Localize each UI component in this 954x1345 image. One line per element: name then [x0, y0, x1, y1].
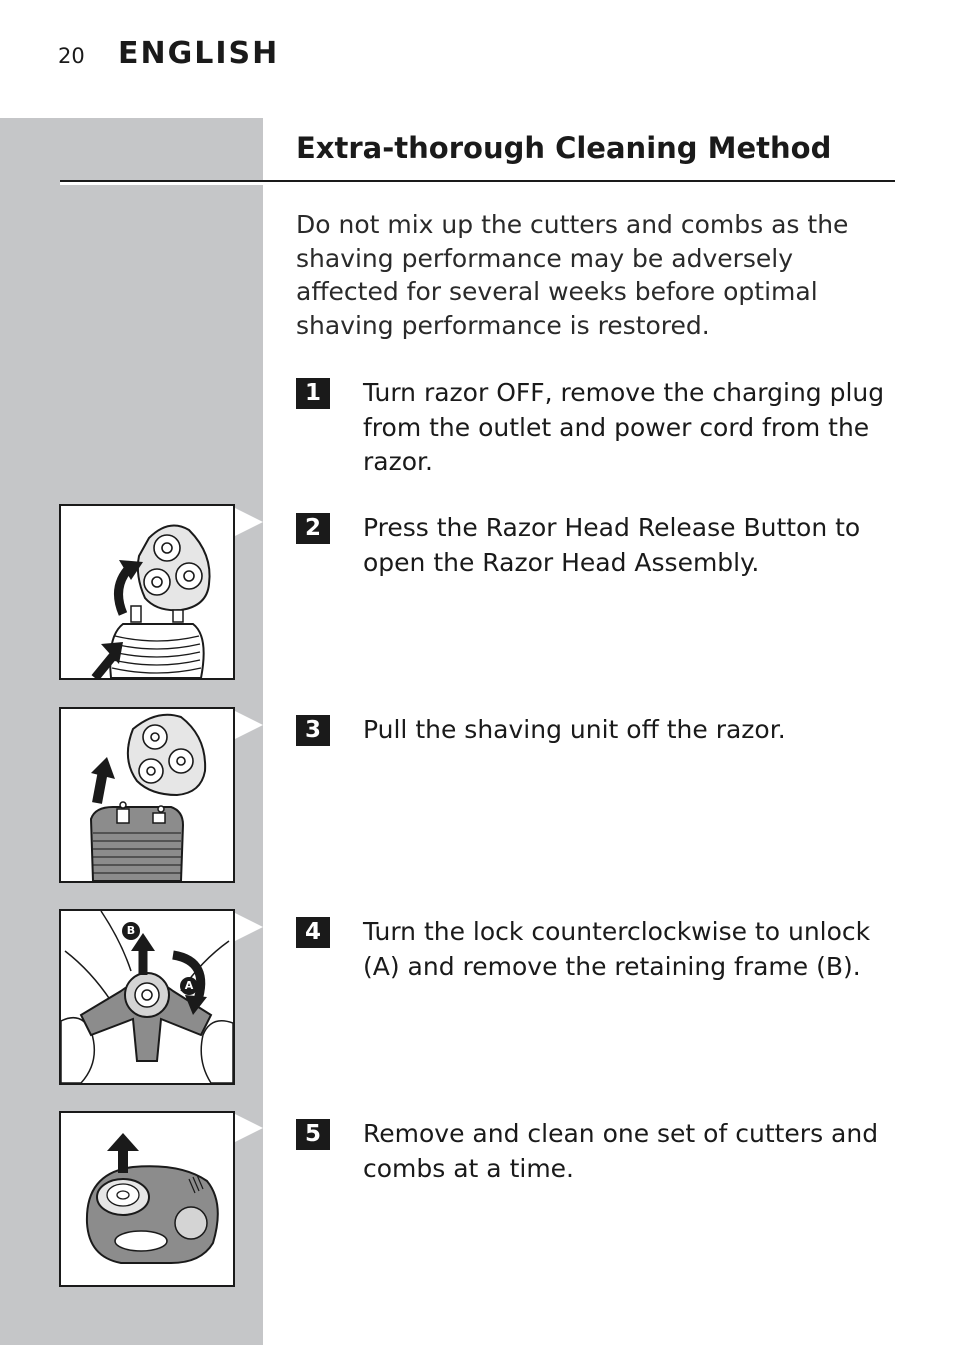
figure-razor-head-open [59, 504, 235, 680]
step-text-4: Turn the lock counterclockwise to unlock (A) and remove the retaining frame (B). [363, 917, 871, 981]
step-number-3: 3 [296, 715, 330, 746]
step-text-1: Turn razor OFF, remove the charging plug from the outlet and power cord from the razor. [363, 378, 885, 476]
figure-pointer [235, 1114, 263, 1142]
step-number-5: 5 [296, 1119, 330, 1150]
figure-pointer [235, 711, 263, 739]
rule-gap [60, 182, 263, 185]
figure-unlock-retaining-frame [59, 909, 235, 1085]
figure-pointer [235, 913, 263, 941]
figure-pull-shaving-unit [59, 707, 235, 883]
step-number-4: 4 [296, 917, 330, 948]
language-heading: ENGLISH [118, 36, 280, 71]
label-b: B [126, 924, 136, 937]
page-number: 20 [58, 44, 85, 68]
step-number-1: 1 [296, 378, 330, 409]
step-text-5: Remove and clean one set of cutters and combs at a time. [363, 1119, 879, 1183]
step-text-3: Pull the shaving unit off the razor. [363, 715, 786, 744]
step-text-2: Press the Razor Head Release Button to open the Razor Head Assembly. [363, 513, 861, 577]
figure-pointer [235, 508, 263, 536]
section-title: Extra-thorough Cleaning Method [296, 131, 832, 165]
label-a: A [184, 979, 194, 992]
figure-remove-cutters [59, 1111, 235, 1287]
intro-paragraph: Do not mix up the cutters and combs as the shaving performance may be adversely affected for several weeks before optimal shaving performance is restored. [296, 210, 849, 340]
step-number-2: 2 [296, 513, 330, 544]
